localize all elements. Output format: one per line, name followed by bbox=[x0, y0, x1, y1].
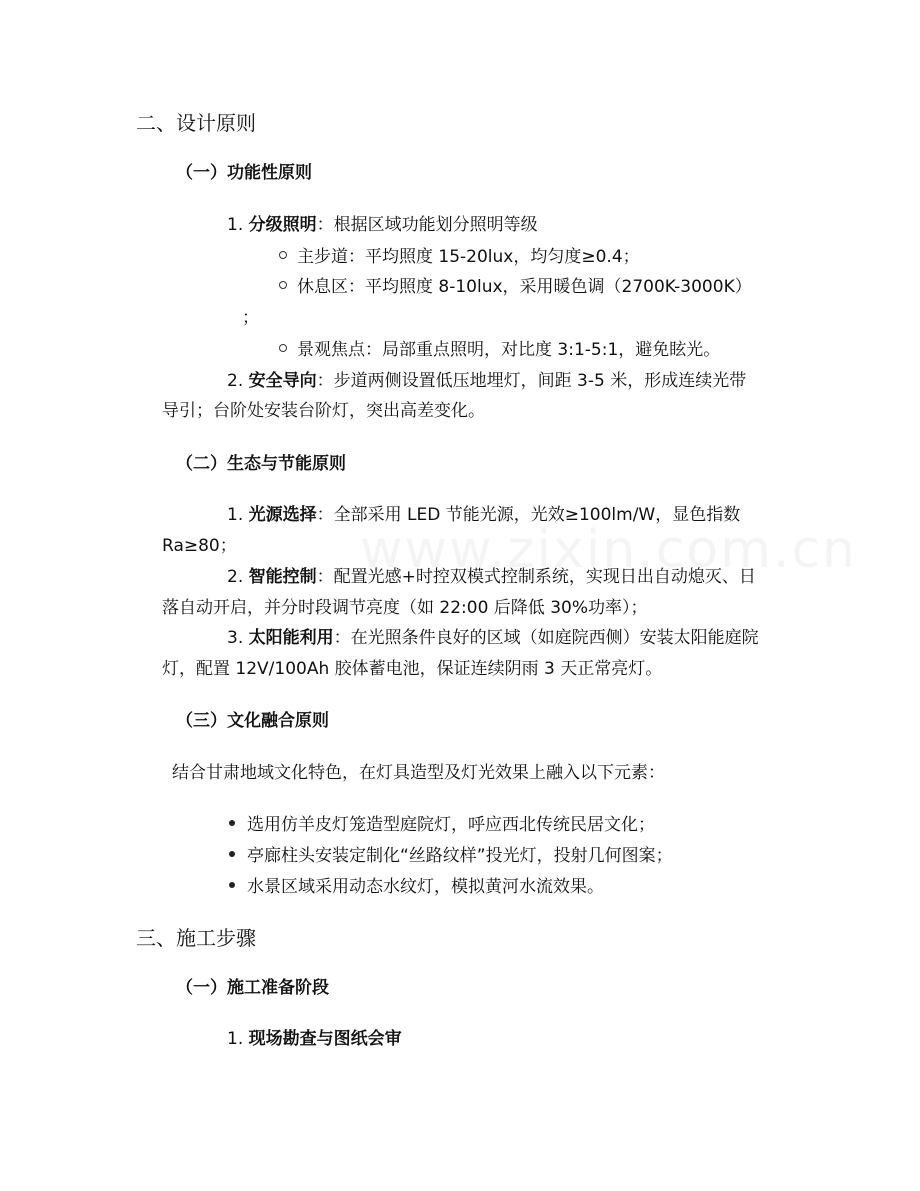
list-item-smart-control bbox=[227, 569, 756, 586]
subsection-title-preparation: （一）施工准备阶段 bbox=[176, 978, 329, 998]
subsection-title-functional: （一）功能性原则 bbox=[176, 163, 312, 183]
bullet-item-water-lights bbox=[229, 879, 604, 896]
item-term: 智能控制 bbox=[248, 567, 317, 587]
list-item-light-source bbox=[227, 507, 740, 524]
list-item-graded-lighting bbox=[227, 217, 538, 234]
bullet-text: 水景区域采用动态水纹灯，模拟黄河水流效果。 bbox=[247, 877, 604, 897]
bullet-text: 选用仿羊皮灯笼造型庭院灯，呼应西北传统民居文化； bbox=[247, 815, 655, 835]
item-term: 太阳能利用 bbox=[248, 628, 334, 648]
circle-bullet-icon bbox=[279, 281, 287, 289]
item-text: ：全部采用 LED 节能光源，光效≥100lm/W，显色指数 bbox=[316, 505, 741, 525]
subsection-title-culture: （三）文化融合原则 bbox=[176, 711, 329, 731]
section-title-design-principles: 二、设计原则 bbox=[136, 111, 256, 135]
item-term: 光源选择 bbox=[248, 505, 317, 525]
list-item-smart-control-continuation: 落自动开启，并分时段调节亮度（如 22:00 后降低 30%功率）； bbox=[162, 598, 648, 618]
item-term: 现场勘查与图纸会审 bbox=[248, 1029, 402, 1049]
sub-item-main-path bbox=[279, 249, 640, 266]
bullet-item-lantern bbox=[229, 817, 655, 834]
item-term: 安全导向 bbox=[248, 371, 317, 391]
list-item-solar-continuation: 灯，配置 12V/100Ah 胶体蓄电池，保证连续阴雨 3 天正常亮灯。 bbox=[162, 659, 663, 679]
item-text: ：配置光感+时控双模式控制系统，实现日出自动熄灭、日 bbox=[316, 567, 756, 587]
item-number: 2. bbox=[227, 567, 249, 587]
list-item-site-survey bbox=[227, 1031, 402, 1048]
list-item-light-source-continuation: Ra≥80； bbox=[162, 536, 237, 556]
list-item-safety-guidance bbox=[227, 373, 746, 390]
culture-intro-paragraph: 结合甘肃地域文化特色，在灯具造型及灯光效果上融入以下元素： bbox=[172, 763, 665, 783]
sub-item-rest-area-continuation: ； bbox=[242, 308, 259, 328]
sub-item-focal-point bbox=[279, 342, 720, 359]
bullet-icon bbox=[229, 820, 235, 826]
item-term: 分级照明 bbox=[248, 215, 317, 235]
bullet-icon bbox=[229, 882, 235, 888]
circle-bullet-icon bbox=[279, 251, 287, 259]
bullet-text: 亭廊柱头安装定制化“丝路纹样”投光灯，投射几何图案； bbox=[247, 846, 673, 866]
item-text: ：步道两侧设置低压地埋灯，间距 3-5 米，形成连续光带 bbox=[316, 371, 747, 391]
circle-bullet-icon bbox=[279, 344, 287, 352]
bullet-item-silk-road bbox=[229, 848, 673, 865]
list-item-safety-guidance-continuation: 导引；台阶处安装台阶灯，突出高差变化。 bbox=[162, 401, 485, 421]
sub-item-text: 景观焦点：局部重点照明，对比度 3:1-5:1，避免眩光。 bbox=[297, 340, 721, 360]
sub-item-text: 休息区：平均照度 8-10lux，采用暖色调（2700K-3000K） bbox=[297, 277, 752, 297]
item-number: 1. bbox=[227, 505, 249, 525]
sub-item-rest-area bbox=[279, 279, 752, 296]
item-text: ：根据区域功能划分照明等级 bbox=[316, 215, 538, 235]
list-item-solar bbox=[227, 630, 759, 647]
item-number: 1. bbox=[227, 1029, 249, 1049]
item-text: ：在光照条件良好的区域（如庭院西侧）安装太阳能庭院 bbox=[333, 628, 759, 648]
item-number: 1. bbox=[227, 215, 249, 235]
sub-item-text: 主步道：平均照度 15-20lux，均匀度≥0.4； bbox=[297, 247, 640, 267]
bullet-icon bbox=[229, 851, 235, 857]
subsection-title-eco-energy: （二）生态与节能原则 bbox=[176, 454, 346, 474]
item-number: 3. bbox=[227, 628, 249, 648]
section-title-construction-steps: 三、施工步骤 bbox=[136, 926, 256, 950]
item-number: 2. bbox=[227, 371, 249, 391]
